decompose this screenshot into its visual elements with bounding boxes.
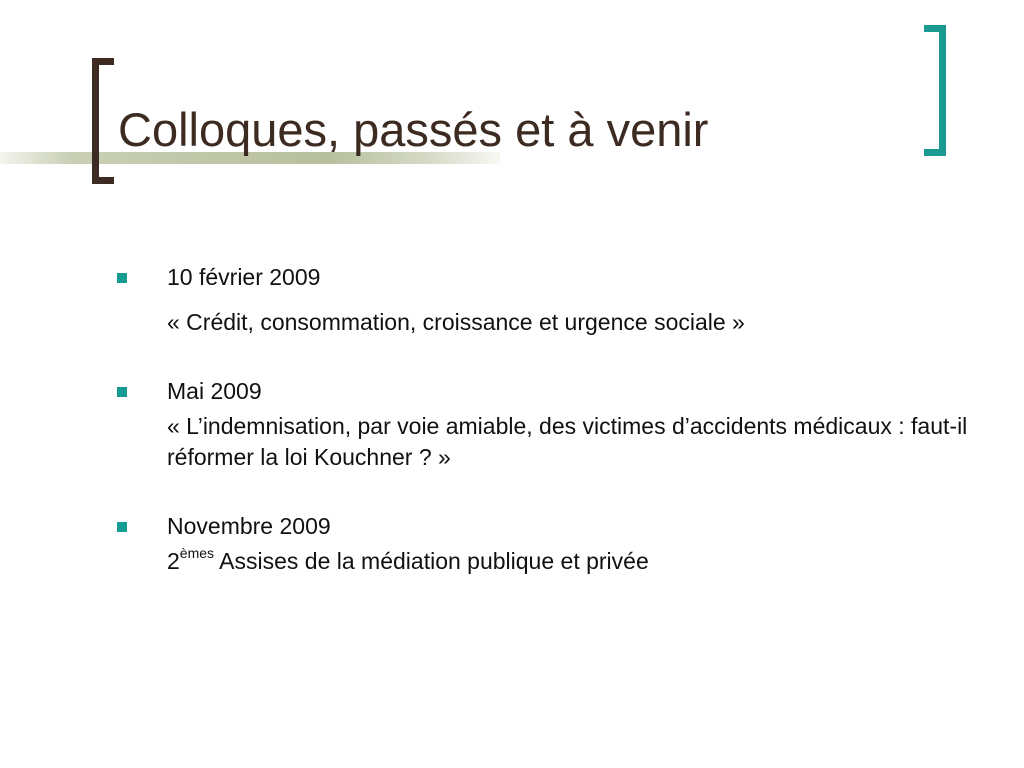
item-description: [167, 546, 977, 577]
item-date: Mai 2009: [167, 378, 262, 404]
list-item: [117, 262, 977, 338]
list-item: [117, 511, 977, 577]
slide-title: Colloques, passés et à venir: [118, 103, 709, 156]
item-date: Novembre 2009: [167, 513, 331, 539]
item-description: « Crédit, consommation, croissance et urgence sociale »: [167, 309, 745, 335]
square-bullet-icon: [117, 387, 127, 397]
list-item: [117, 376, 977, 473]
left-bracket-decoration: [92, 58, 114, 184]
square-bullet-icon: [117, 522, 127, 532]
item-description-text: Assises de la médiation publique et privée: [214, 548, 649, 574]
ordinal-suffix: èmes: [179, 545, 215, 561]
colloquium-list: [117, 262, 977, 577]
item-description: « L’indemnisation, par voie amiable, des victimes d’accidents médicaux : faut-il réformer la loi Kouchner ? »: [167, 413, 968, 470]
ordinal-number: 2: [167, 548, 180, 574]
item-date: 10 février 2009: [167, 264, 321, 290]
title-band-left-segment: [0, 152, 70, 164]
right-bracket-decoration: [924, 25, 946, 156]
square-bullet-icon: [117, 273, 127, 283]
